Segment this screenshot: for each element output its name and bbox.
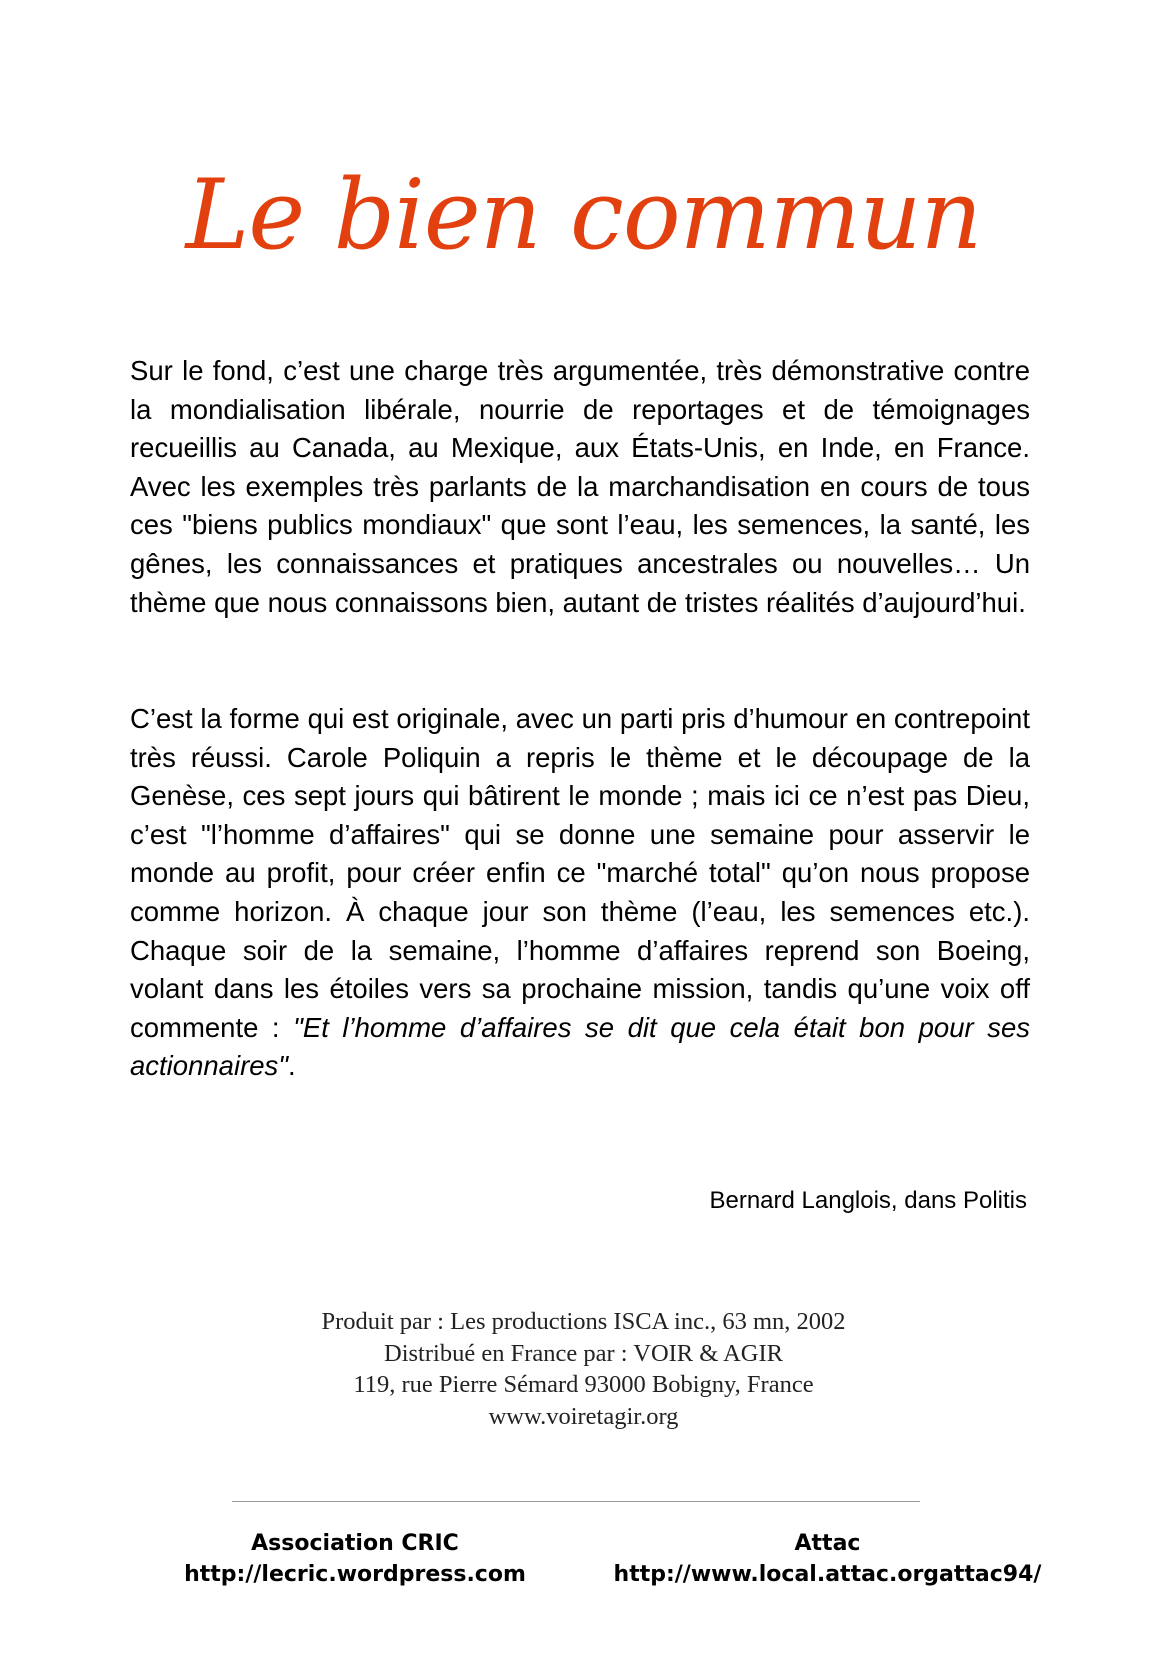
footer-attac-link[interactable]: http://www.local.attac.orgattac94/ xyxy=(613,1562,1042,1587)
review-paragraph-2-end: . xyxy=(288,1050,296,1082)
credit-line-address: 119, rue Pierre Sémard 93000 Bobigny, France xyxy=(353,1371,814,1398)
review-signature: Bernard Langlois, dans Politis xyxy=(709,1187,1027,1214)
page-title: Le bien commun xyxy=(185,159,982,271)
voice-over-quote: "Et l’homme d’affaires se dit que cela était bon pour ses actionnaires" xyxy=(130,1011,1030,1082)
footer-cric-name: Association CRIC xyxy=(251,1531,459,1556)
credit-line-distributor: Distribué en France par : VOIR & AGIR xyxy=(384,1339,783,1367)
credit-line-producer: Produit par : Les productions ISCA inc., 63 mn, 2002 xyxy=(321,1308,846,1335)
footer-attac xyxy=(585,1528,1070,1590)
review-paragraph-2-text: C’est la forme qui est originale, avec un parti pris d’humour en contrepoint très réussi. Carole Poliquin a repris le thème et le découpage de la Genèse, ces sept jours qui bâtirent le monde ; mais ici ce n’est pas Dieu, c’est "l’homme d’affaires" qui se donne une semaine pour asservir le monde au profit, pour créer enfin ce "marché total" qu’on nous propose comme horizon. À chaque jour son thème (l’eau, les semences etc.). Chaque soir de la semaine, l’homme d’affaires reprend son Boeing, volant dans les étoiles vers sa prochaine mission, tandis qu’une voix off commente : xyxy=(130,703,1030,1043)
footer-attac-name: Attac xyxy=(794,1531,861,1556)
footer-divider xyxy=(232,1501,920,1502)
review-paragraph-1: Sur le fond, c’est une charge très argumentée, très démonstrative contre la mondialisation libérale, nourrie de reportages et de témoignages recueillis au Canada, au Mexique, aux États-Unis, en Inde, en France. Avec les exemples très parlants de la marchandisation en cours de tous ces "biens publics mondiaux" que sont l’eau, les semences, la santé, les gênes, les connaissances et pratiques ancestrales ou nouvelles… Un thème que nous connaissons bien, autant de tristes réalités d’aujourd’hui. xyxy=(130,355,1030,618)
footer-cric-link[interactable]: http://lecric.wordpress.com xyxy=(184,1562,526,1587)
footer-association-cric xyxy=(130,1528,580,1590)
review-paragraph-2 xyxy=(130,700,1030,1086)
credit-line-website[interactable]: www.voiretagir.org xyxy=(488,1402,679,1430)
production-credits xyxy=(0,1306,1167,1432)
